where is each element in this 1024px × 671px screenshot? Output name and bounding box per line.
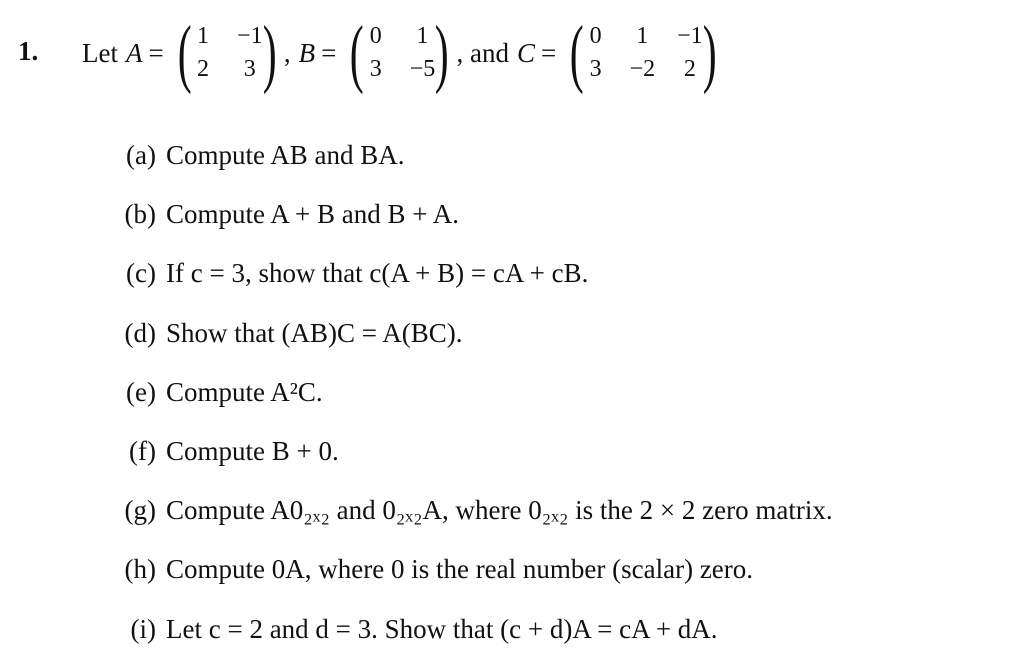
and-word: , and xyxy=(456,37,510,68)
left-paren-icon: ( xyxy=(350,11,364,95)
comma: , xyxy=(283,37,291,68)
matrix-a-cell: 1 xyxy=(197,23,210,49)
matrix-c-cell: −1 xyxy=(677,23,703,49)
matrix-a-grid xyxy=(191,23,263,83)
list-item xyxy=(102,600,1002,659)
equals-sign-b: = xyxy=(321,37,337,68)
left-paren-icon: ( xyxy=(177,11,192,95)
problem-statement xyxy=(82,8,724,98)
matrix-b-cell: 3 xyxy=(369,56,382,82)
list-item xyxy=(102,185,1002,244)
part-label: (i) xyxy=(130,613,156,644)
part-text: Compute 0A, where 0 is the real number (scalar) zero. xyxy=(166,554,754,585)
matrix-a-cell: 2 xyxy=(197,56,210,82)
list-item xyxy=(102,422,1002,481)
left-paren-icon: ( xyxy=(569,11,584,95)
part-text: Show that (AB)C = A(BC). xyxy=(166,317,463,348)
part-label: (h) xyxy=(124,554,156,585)
part-text: Compute A0₂ₓ₂ and 0₂ₓ₂A, where 0₂ₓ₂ is the 2 × 2 zero matrix. xyxy=(166,495,833,526)
problem-number: 1. xyxy=(18,36,39,66)
matrix-a-cell: −1 xyxy=(237,23,263,49)
parts-list xyxy=(102,126,1002,659)
list-item xyxy=(102,363,1002,422)
matrix-b-name: B xyxy=(298,37,316,68)
part-text: Compute A²C. xyxy=(166,376,323,407)
part-label: (b) xyxy=(124,199,156,230)
list-item xyxy=(102,540,1002,599)
matrix-c-grid xyxy=(584,23,703,83)
matrix-c-cell: −2 xyxy=(629,56,656,82)
part-text: If c = 3, show that c(A + B) = cA + cB. xyxy=(166,258,589,289)
matrix-c xyxy=(564,11,722,95)
right-paren-icon: ) xyxy=(702,11,717,95)
equals-sign-a: = xyxy=(148,37,164,68)
part-label: (d) xyxy=(124,317,156,348)
part-label: (g) xyxy=(124,495,156,526)
matrix-a xyxy=(172,11,282,95)
let-word: Let xyxy=(82,37,118,68)
part-text: Let c = 2 and d = 3. Show that (c + d)A = cA + dA. xyxy=(166,613,718,644)
matrix-c-cell: 1 xyxy=(636,23,649,49)
matrix-c-cell: 3 xyxy=(589,56,602,82)
right-paren-icon: ) xyxy=(262,11,277,95)
part-label: (e) xyxy=(126,376,156,407)
matrix-b-grid xyxy=(364,23,436,83)
equals-sign-c: = xyxy=(541,37,557,68)
matrix-b-cell: 1 xyxy=(416,23,429,49)
part-label: (a) xyxy=(126,140,156,171)
list-item xyxy=(102,304,1002,363)
part-text: Compute B + 0. xyxy=(166,436,339,467)
part-text: Compute AB and BA. xyxy=(166,140,405,171)
matrix-a-name: A xyxy=(125,37,143,68)
matrix-b-cell: −5 xyxy=(409,56,436,82)
matrix-a-cell: 3 xyxy=(243,56,256,82)
matrix-b xyxy=(344,11,454,95)
matrix-b-cell: 0 xyxy=(369,23,382,49)
matrix-c-cell: 0 xyxy=(589,23,602,49)
part-text: Compute A + B and B + A. xyxy=(166,199,459,230)
list-item xyxy=(102,481,1002,540)
matrix-c-cell: 2 xyxy=(683,56,696,82)
part-label: (f) xyxy=(129,436,156,467)
part-label: (c) xyxy=(126,258,156,289)
right-paren-icon: ) xyxy=(434,11,449,95)
list-item xyxy=(102,244,1002,303)
list-item xyxy=(102,126,1002,185)
matrix-c-name: C xyxy=(517,37,536,68)
